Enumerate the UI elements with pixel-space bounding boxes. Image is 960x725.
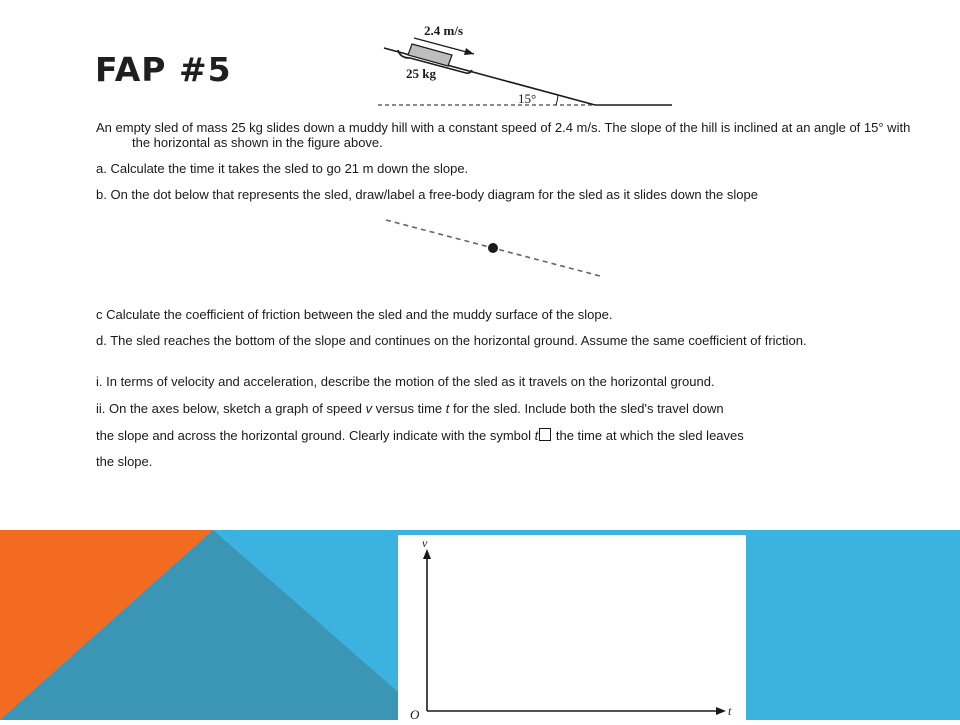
incline-figure <box>370 18 680 113</box>
velocity-arrowhead <box>464 48 474 55</box>
part-ii-line-2-a: the slope and across the horizontal ground. Clearly indicate with the symbol <box>96 428 535 443</box>
origin-label: O <box>410 707 420 720</box>
part-i: i. In terms of velocity and acceleration, describe the motion of the sled as it travels on the horizontal ground. <box>96 374 715 389</box>
free-body-diagram-figure <box>380 212 610 282</box>
part-ii-line-2 <box>96 428 912 443</box>
slide-title: FAP #5 <box>95 50 232 89</box>
time-symbol-2: t <box>534 428 539 443</box>
part-ii-line-1-c: for the sled. Include both the sled's travel down <box>449 401 724 416</box>
sled-dot <box>488 243 498 253</box>
x-axis-arrowhead <box>716 707 726 715</box>
part-ii-line-1 <box>96 401 912 416</box>
problem-intro: An empty sled of mass 25 kg slides down a muddy hill with a constant speed of 2.4 m/s. The slope of the hill is inclined at an angle of 15° with the horizontal as shown in the figure above. <box>96 120 911 150</box>
speed-time-axes <box>398 535 746 720</box>
speed-symbol: v <box>365 401 373 416</box>
angle-label: 15° <box>518 91 537 106</box>
part-d: d. The sled reaches the bottom of the slope and continues on the horizontal ground. Assume the same coefficient of friction. <box>96 333 807 348</box>
part-b: b. On the dot below that represents the sled, draw/label a free-body diagram for the sled as it slides down the slope <box>96 187 758 202</box>
y-axis-arrowhead <box>423 549 431 559</box>
x-axis-label: t <box>728 704 732 718</box>
angle-arc <box>556 95 558 105</box>
part-ii-line-1-b: versus time <box>372 401 446 416</box>
part-ii-line-2-b: the time at which the sled leaves <box>552 428 744 443</box>
missing-glyph-box <box>539 428 551 441</box>
part-ii-line-1-a: ii. On the axes below, sketch a graph of speed <box>96 401 366 416</box>
speed-time-axes-panel <box>398 535 746 720</box>
part-ii-line-3: the slope. <box>96 454 153 469</box>
part-c: c Calculate the coefficient of friction between the sled and the muddy surface of the slope. <box>96 307 613 322</box>
part-a: a. Calculate the time it takes the sled to go 21 m down the slope. <box>96 161 469 176</box>
y-axis-label: v <box>422 536 428 550</box>
mass-label: 25 kg <box>406 66 436 81</box>
speed-label: 2.4 m/s <box>424 23 463 38</box>
time-symbol: t <box>445 401 450 416</box>
